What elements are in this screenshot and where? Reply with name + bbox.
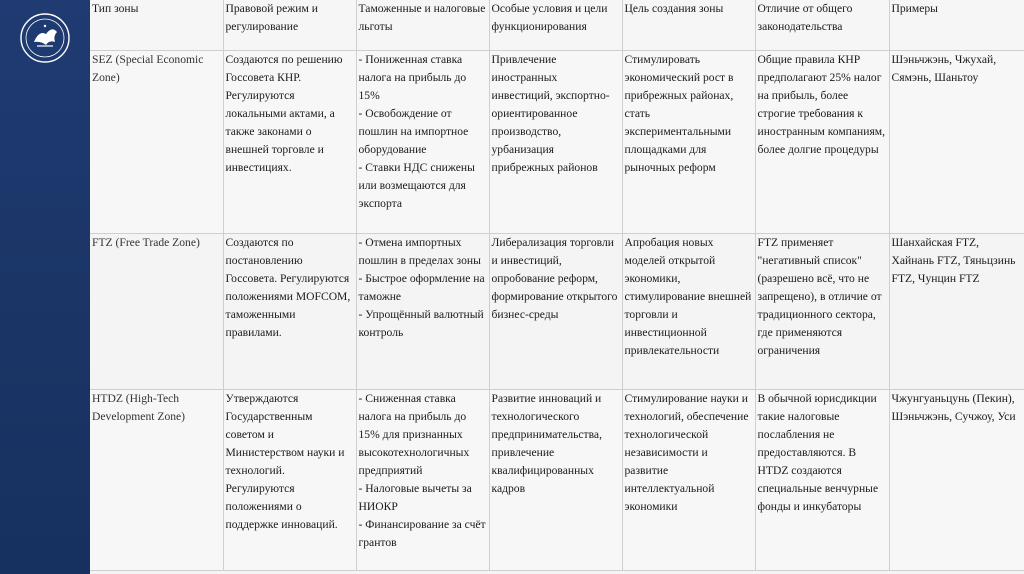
zones-comparison-table <box>90 0 1024 571</box>
table-cell: Привлечение иностранных инвестиций, экспортно-ориентированное производство, урбанизация прибрежных районов <box>489 51 622 234</box>
benefit-item: - Освобождение от пошлин на импортное оборудование <box>358 107 469 156</box>
table-cell: Утверждаются Государственным советом и Министерством науки и технологий. Регулируются положениями о поддержке инноваций. <box>223 390 356 571</box>
benefit-item: - Упрощённый валютный контроль <box>358 308 484 339</box>
benefit-item: - Финансирование за счёт грантов <box>358 518 486 549</box>
table-cell: Шанхайская FTZ, Хайнань FTZ, Тяньцзинь FTZ, Чунцин FTZ <box>889 234 1024 390</box>
benefit-item: - Сниженная ставка налога на прибыль до 15% для признанных высокотехнологичных предприятий <box>358 392 470 477</box>
header-cell: Тип зоны <box>90 0 223 51</box>
university-crest-icon <box>19 12 71 64</box>
sidebar-band <box>0 0 90 574</box>
zone-type-cell: HTDZ (High-Tech Development Zone) <box>90 390 223 571</box>
zone-type-cell: FTZ (Free Trade Zone) <box>90 234 223 390</box>
header-cell: Таможенные и налоговые льготы <box>356 0 489 51</box>
table-header-row <box>90 0 1024 51</box>
table-cell: Шэньчжэнь, Чжухай, Сямэнь, Шаньтоу <box>889 51 1024 234</box>
table-cell: Создаются по постановлению Госсовета. Регулируются положениями MOFCOM, таможенными правилами. <box>223 234 356 390</box>
table-cell: Чжунгуаньцунь (Пекин), Шэньчжэнь, Сучжоу, Уси <box>889 390 1024 571</box>
header-cell: Цель создания зоны <box>622 0 755 51</box>
table-cell: FTZ применяет "негативный список" (разрешено всё, что не запрещено), в отличие от традиционного сектора, где применяются ограничения <box>755 234 889 390</box>
table-cell: Апробация новых моделей открытой экономики, стимулирование внешней торговли и инвестиционной привлекательности <box>622 234 755 390</box>
header-cell: Особые условия и цели функционирования <box>489 0 622 51</box>
table-row <box>90 390 1024 571</box>
table-cell: В обычной юрисдикции такие налоговые послабления не предоставляются. В HTDZ создаются специальные венчурные фонды и инкубаторы <box>755 390 889 571</box>
header-cell: Правовой режим и регулирование <box>223 0 356 51</box>
header-cell: Отличие от общего законодательства <box>755 0 889 51</box>
benefit-item: - Ставки НДС снижены или возмещаются для экспорта <box>358 161 475 210</box>
table-cell: Либерализация торговли и инвестиций, опробование реформ, формирование открытого бизнес-среды <box>489 234 622 390</box>
benefit-item: - Быстрое оформление на таможне <box>358 272 485 303</box>
benefits-cell <box>356 51 489 234</box>
table-cell: Стимулирование науки и технологий, обеспечение технологической независимости и развитие интеллектуальной экономики <box>622 390 755 571</box>
table-cell: Создаются по решению Госсовета КНР. Регулируются локальными актами, а также законами о внешней торговле и инвестициях. <box>223 51 356 234</box>
header-cell: Примеры <box>889 0 1024 51</box>
content-area <box>90 0 1024 574</box>
benefit-item: - Налоговые вычеты за НИОКР <box>358 482 472 513</box>
zone-type-cell: SEZ (Special Economic Zone) <box>90 51 223 234</box>
table-cell: Развитие инноваций и технологического предпринимательства, привлечение квалифицированных кадров <box>489 390 622 571</box>
benefits-cell <box>356 390 489 571</box>
table-row <box>90 234 1024 390</box>
table-row <box>90 51 1024 234</box>
table-cell: Общие правила КНР предполагают 25% налог на прибыль, более строгие требования к иностранным компаниям, более долгие процедуры <box>755 51 889 234</box>
benefit-item: - Пониженная ставка налога на прибыль до 15% <box>358 53 467 102</box>
table-cell: Стимулировать экономический рост в прибрежных районах, стать экспериментальными площадками для рыночных реформ <box>622 51 755 234</box>
benefit-item: - Отмена импортных пошлин в пределах зоны <box>358 236 481 267</box>
benefits-cell <box>356 234 489 390</box>
